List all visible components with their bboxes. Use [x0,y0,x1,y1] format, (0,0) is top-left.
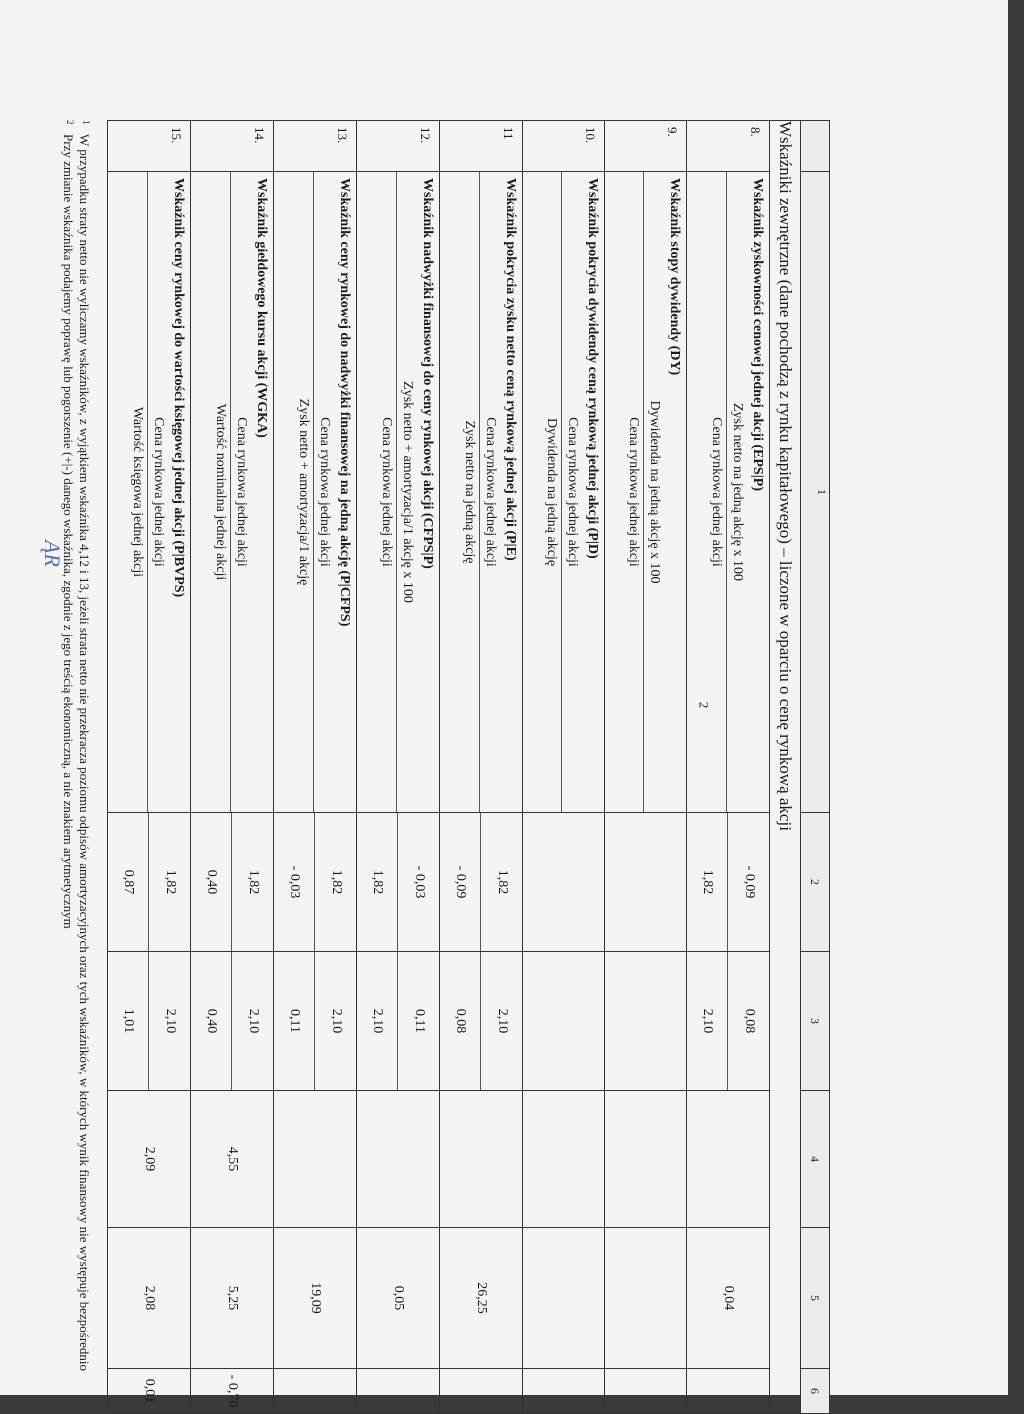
indicator-title: Wskaźnik nadwyżki finansowej do ceny rynkowej akcji (CFPS|P) [420,178,435,569]
value-c2 [108,813,191,952]
row-number: 9. [605,121,687,172]
footnote-text-2: Przy zmianie wskaźnika podajemy poprawę lub pogorszenie (+|-) danego wskaźnika, zgodnie z jego treścią ekonomiczną, a nie znakiem arytmetycznym [61,134,76,929]
value-part: 1,82 [162,869,178,895]
row-number: 12. [357,121,440,172]
col-header-1a [801,121,830,172]
row-description [440,172,523,813]
value-c3 [440,952,523,1091]
value-part: 0,40 [191,952,233,1090]
value-c2 [191,813,274,952]
value-part: 2,10 [245,1008,261,1034]
col-header-1: 1 [801,172,830,813]
value-part: - 0,03 [274,813,316,951]
value-c5: 0,04 [687,1228,770,1369]
row-description [191,172,274,813]
row-description [687,172,770,813]
value-c5: 26,25 [440,1228,523,1369]
row-number: 8. [687,121,770,172]
value-c4 [687,1091,770,1228]
value-c3 [191,952,274,1091]
value-c4 [274,1091,357,1228]
value-c3 [687,952,770,1091]
page-number: 2 [696,701,712,709]
value-c2 [440,813,523,952]
col-header-2: 2 [801,813,830,952]
formula-part: Cena rynkowa jednej akcji [151,417,166,567]
rotated-content [40,120,830,1408]
indicator-title: Wskaźnik pokrycia zysku netto ceną rynkową jednej akcji (P|E) [503,178,518,561]
formula-part: Cena rynkowa jednej akcji [565,417,580,567]
value-c2 [523,813,605,952]
formula-part: Cena rynkowa jednej akcji [483,417,498,567]
formula-part: Dywidenda na jedną akcję [541,172,562,812]
column-number-row [801,121,830,1414]
footnote-2 [60,120,76,1400]
section-title: Wskaźniki zewnętrzne (dane pochodzą z rynku kapitałowego) – liczone w oparciu o cenę rynkową akcji [770,121,801,1414]
table-row [274,121,357,1414]
value-part: - 0,03 [411,865,427,899]
indicator-title: Wskaźnik ceny rynkowej do wartości księgowej jednej akcji (P|BVPS) [171,178,186,598]
value-part: - 0,09 [741,865,757,899]
value-part: 0,11 [411,1009,427,1033]
value-c4: 4,55 [191,1091,274,1228]
formula-part: Dywidenda na jedną akcję x 100 [647,400,662,584]
table-row [108,121,191,1414]
formula-part: Cena rynkowa jednej akcji [234,417,249,567]
footnote-1 [76,120,92,1400]
table-row [605,121,687,1414]
formula-part: Zysk netto + amortyzacja/1 akcję x 100 [400,381,415,603]
formula-part: Zysk netto na jedną akcję [459,172,480,812]
row-description [274,172,357,813]
value-part: 2,10 [494,1008,510,1034]
row-description [357,172,440,813]
value-part: 1,82 [245,869,261,895]
col-header-4: 4 [801,1091,830,1228]
table-row [357,121,440,1414]
col-header-3: 3 [801,952,830,1091]
row-description [108,172,191,813]
value-c6: - 0,70 [191,1369,274,1414]
signature: ĄR [40,540,65,567]
row-number: 11 [440,121,523,172]
value-c4 [357,1091,440,1228]
value-c5: 19,09 [274,1228,357,1369]
value-c2 [605,813,687,952]
indicator-title: Wskaźnik ceny rynkowej do nadwyżki finansowej na jedną akcję (P|CFPS) [337,178,352,627]
col-header-6: 6 [801,1369,830,1414]
formula-part: Wartość nominalna jednej akcji [210,172,231,812]
value-c3 [357,952,440,1091]
formula-part: Wartość księgowa jednej akcji [127,172,148,812]
value-part: 0,08 [741,1008,757,1034]
footnote-mark-2: 2 [65,120,75,125]
value-c6 [357,1369,440,1414]
table-row [687,121,770,1414]
row-number: 14. [191,121,274,172]
formula-part: Cena rynkowa jednej akcji [706,172,727,812]
col-header-5: 5 [801,1228,830,1369]
row-number: 13. [274,121,357,172]
value-c6 [605,1369,687,1414]
indicators-table [107,120,830,1414]
footnotes [40,120,92,1400]
value-part: 2,10 [687,952,729,1090]
value-part: 2,10 [328,1008,344,1034]
value-part: - 0,09 [440,813,482,951]
formula-part: Zysk netto na jedną akcję x 100 [730,402,745,582]
formula-part: Zysk netto + amortyzacja/1 akcję [293,172,314,812]
value-part: 0,08 [440,952,482,1090]
value-part: 0,40 [191,813,233,951]
footnote-text-1: W przypadku straty netto nie wyliczamy wskaźników, z wyjątkiem wskaźnika 4,12 i 13, jeżeli strata netto nie przekracza poziomu odpisów amortyzacyjnych oraz tych wskaźników, w których wynik finansowy nie występuje bezpośrednio [77,134,92,1372]
value-c2 [687,813,770,952]
row-number: 15. [108,121,191,172]
formula-part: Cena rynkowa jednej akcji [623,172,644,812]
value-c4 [605,1091,687,1228]
value-c6 [440,1369,523,1414]
value-c5: 5,25 [191,1228,274,1369]
formula-part: Cena rynkowa jednej akcji [317,417,332,567]
indicator-title: Wskaźnik giełdowego kursu akcji (WGKA) [254,178,269,438]
row-description [605,172,687,813]
indicator-title: Wskaźnik zyskowności cenowej jednej akcji (EPS|P) [750,178,765,492]
value-c3 [108,952,191,1091]
value-c4 [440,1091,523,1228]
section-title-row [770,121,801,1414]
footnote-mark-1: 1 [81,120,91,125]
value-c3 [605,952,687,1091]
value-c2 [274,813,357,952]
value-c3 [274,952,357,1091]
value-c6 [523,1369,605,1414]
row-number: 10. [523,121,605,172]
table-row [440,121,523,1414]
table-row [191,121,274,1414]
value-part: 1,01 [108,952,150,1090]
value-c6 [274,1369,357,1414]
value-part: 1,82 [494,869,510,895]
value-part: 2,10 [162,1008,178,1034]
indicator-title: Wskaźnik pokrycia dywidendy ceną rynkową jednej akcji (P|D) [585,178,600,559]
value-part: 1,82 [357,813,399,951]
table-row [523,121,605,1414]
value-part: 2,10 [357,952,399,1090]
value-c5 [523,1228,605,1369]
value-c5: 2,08 [108,1228,191,1369]
value-c5: 0,05 [357,1228,440,1369]
value-c6: 0,01 [108,1369,191,1414]
value-c2 [357,813,440,952]
indicator-title: Wskaźnik stopy dywidendy (DY) [667,178,682,376]
indicator-rows [108,121,770,1414]
value-c4 [523,1091,605,1228]
value-c4: 2,09 [108,1091,191,1228]
value-part: 1,82 [687,813,729,951]
formula-part: Cena rynkowa jednej akcji [376,172,397,812]
value-part: 0,87 [108,813,150,951]
row-description [523,172,605,813]
value-c5 [605,1228,687,1369]
value-part: 0,11 [274,952,316,1090]
value-part: 1,82 [328,869,344,895]
value-c6 [687,1369,770,1414]
value-c3 [523,952,605,1091]
